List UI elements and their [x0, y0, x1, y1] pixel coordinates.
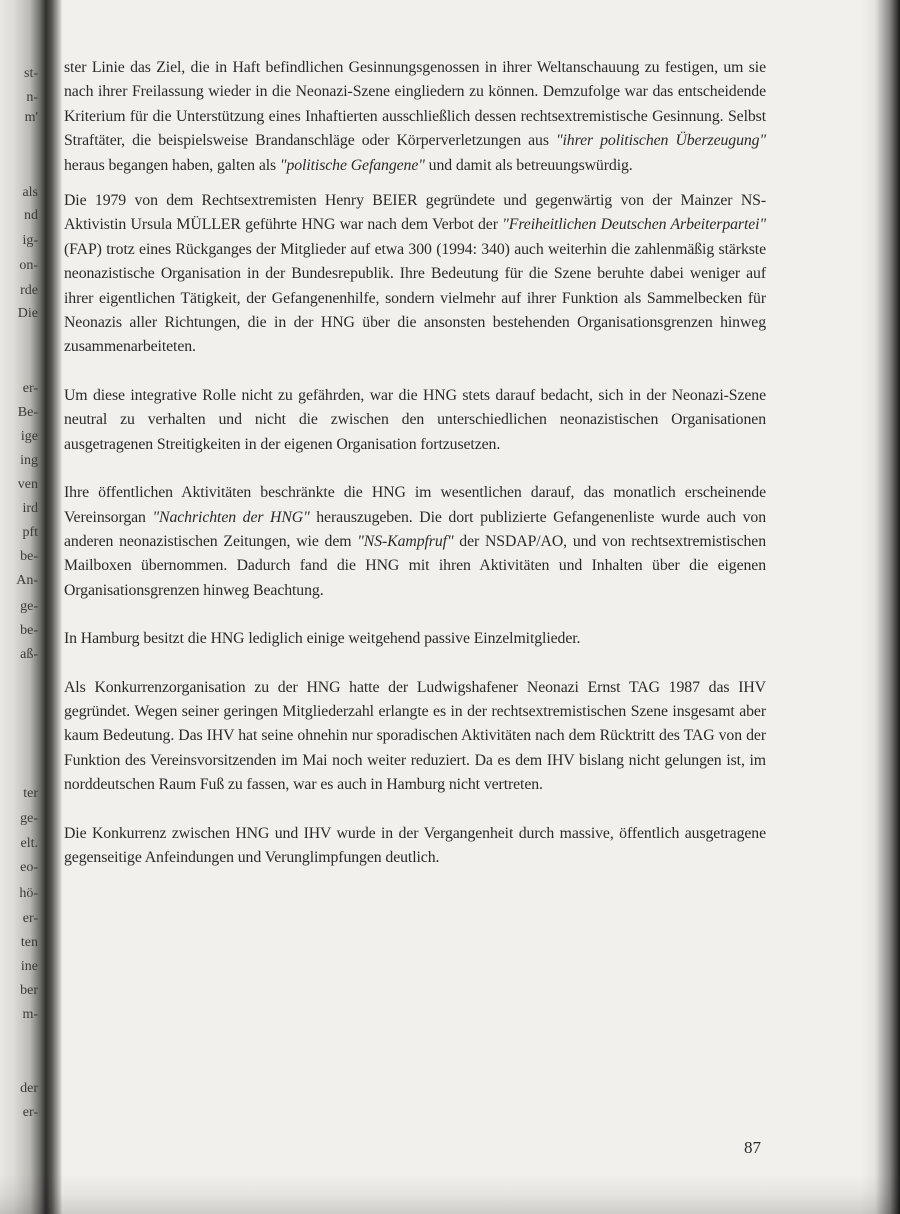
text-run: heraus begangen haben, galten als: [64, 156, 280, 174]
facing-fragment: ine: [20, 959, 38, 974]
facing-fragment: der: [20, 1081, 38, 1096]
text-run: ster Linie das Ziel, die in Haft befindlichen Gesinnungsgenossen in ihrer Weltanschauung zu festigen, um sie nach ihrer Freilassung wieder in die Neonazi-Szene eingliedern zu können. Demzufolge war das entscheidende Kriterium für die Unterstützung eines Inhaftierten ausschließlich dessen rechtsextremistische Gesinnung. Selbst Straftäter, die beispielsweise Brandanschläge oder Körperverletzungen aus: [64, 59, 766, 150]
page-edge-shadow: [860, 0, 900, 1214]
facing-fragment: st-: [24, 66, 38, 81]
paragraph-5: In Hamburg besitzt die HNG lediglich einige weitgehend passive Einzelmitglieder.: [64, 630, 581, 648]
facing-fragment: n-: [26, 90, 38, 105]
facing-fragment: ter: [23, 786, 38, 801]
text-run: und damit als betreuungswürdig.: [424, 156, 633, 174]
page-number: 87: [744, 1138, 761, 1157]
paragraph-3: Um diese integrative Rolle nicht zu gefährden, war die HNG stets darauf bedacht, sich in der Neonazi-Szene neutral zu verhalten und nicht die zwischen den unterschiedlichen neonazistischen Organisationen ausgetragenen Streitigkeiten in der eigenen Organisation fortzusetzen.: [64, 386, 766, 453]
facing-fragment: be-: [20, 623, 38, 638]
quoted-phrase: "NS-Kampfruf": [357, 532, 454, 550]
facing-fragment: aß-: [20, 647, 38, 662]
facing-fragment: m-: [22, 1007, 38, 1022]
facing-fragment: eo-: [20, 860, 38, 875]
facing-fragment: on-: [19, 258, 38, 273]
text-run: Die 1979 von dem Rechtsextremisten Henry BEIER gegründete und gegenwärtig von der Mainzer NS-Aktivistin Ursula MÜLLER geführte HNG war nach dem Verbot der: [64, 192, 766, 234]
page-bottom-shadow: [0, 1174, 900, 1214]
text-run: der NSDAP/AO, und von rechtsextremistischen Mailboxen übernommen. Dadurch fand die HNG mit ihren Aktivitäten und Inhalten über die eigenen Organisationsgrenzen hinweg Beachtung.: [64, 532, 766, 599]
quoted-phrase: "Nachrichten der HNG": [152, 508, 310, 526]
paragraph-2: [64, 189, 766, 360]
facing-fragment: ge-: [20, 599, 38, 614]
facing-fragment: nd: [24, 208, 38, 223]
quoted-phrase: "Freiheitlichen Deutschen Arbeiterpartei": [502, 216, 766, 234]
quoted-phrase: "ihrer politischen Überzeugung": [555, 132, 767, 150]
paragraph-7: Die Konkurrenz zwischen HNG und IHV wurde in der Vergangenheit durch massive, öffentlich ausgetragene gegenseitige Anfeindungen und Verunglimpfungen deutlich.: [64, 824, 766, 866]
page-body: [64, 56, 766, 870]
text-run: herauszugeben. Die dort publizierte Gefangenenliste wurde auch von anderen neonazistischen Zeitungen, wie dem: [64, 508, 766, 550]
facing-fragment: ig-: [22, 233, 38, 248]
facing-fragment: ige: [20, 429, 38, 444]
facing-fragment: er-: [22, 911, 38, 926]
text-run: (FAP) trotz eines Rückganges der Mitglieder auf etwa 300 (1994: 340) auch weiterhin die zahlenmäßig stärkste neonazistische Organisation in der Bundesrepublik. Ihre Bedeutung für die Szene beruhte dabei weniger auf ihrer eigentlichen Tätigkeit, der Gefangenenhilfe, sondern vielmehr auf ihrer Funktion als Sammelbecken für Neonazis aller Richtungen, die in der HNG über die ansonsten bestehenden Organisationsgrenzen hinweg zusammenarbeiteten.: [64, 240, 766, 356]
facing-fragment: elt.: [20, 836, 38, 851]
paragraph-4: [64, 481, 766, 603]
facing-fragment: be-: [20, 549, 38, 564]
facing-fragment: er-: [22, 1105, 38, 1120]
facing-fragment: ber: [20, 983, 38, 998]
text-run: Ihre öffentlichen Aktivitäten beschränkte die HNG im wesentlichen darauf, das monatlich erscheinende Vereinsorgan: [64, 484, 766, 526]
facing-fragment: rde: [20, 283, 38, 298]
facing-fragment: Die: [17, 306, 38, 321]
facing-fragment: ge-: [20, 811, 38, 826]
facing-fragment: ven: [17, 477, 38, 492]
facing-fragment: Be-: [17, 405, 38, 420]
quoted-phrase: "politische Gefangene": [279, 156, 425, 174]
facing-fragment: als: [22, 185, 38, 200]
paragraph-1: [64, 56, 766, 178]
facing-fragment: ird: [22, 501, 38, 516]
facing-fragment: er-: [22, 381, 38, 396]
paragraph-6: Als Konkurrenzorganisation zu der HNG hatte der Ludwigshafener Neonazi Ernst TAG 1987 das IHV gegründet. Wegen seiner geringen Mitgliederzahl erlangte es in der rechtsextremistischen Szene insgesamt aber kaum Bedeutung. Das IHV hat seine ohnehin nur sporadischen Aktivitäten nach dem Rücktritt des TAG von der Funktion des Vereinsvorsitzenden im Mai noch weiter reduziert. Da es dem IHV bislang nicht gelungen ist, im norddeutschen Raum Fuß zu fassen, war es auch in Hamburg nicht vertreten.: [64, 678, 766, 794]
facing-fragment: pft: [22, 525, 38, 540]
facing-page-fragments: [4, 0, 38, 1214]
facing-fragment: An-: [16, 573, 38, 588]
facing-fragment: ten: [20, 935, 38, 950]
facing-fragment: ing: [20, 453, 38, 468]
facing-fragment: m': [24, 110, 38, 125]
facing-fragment: hö-: [19, 886, 38, 901]
